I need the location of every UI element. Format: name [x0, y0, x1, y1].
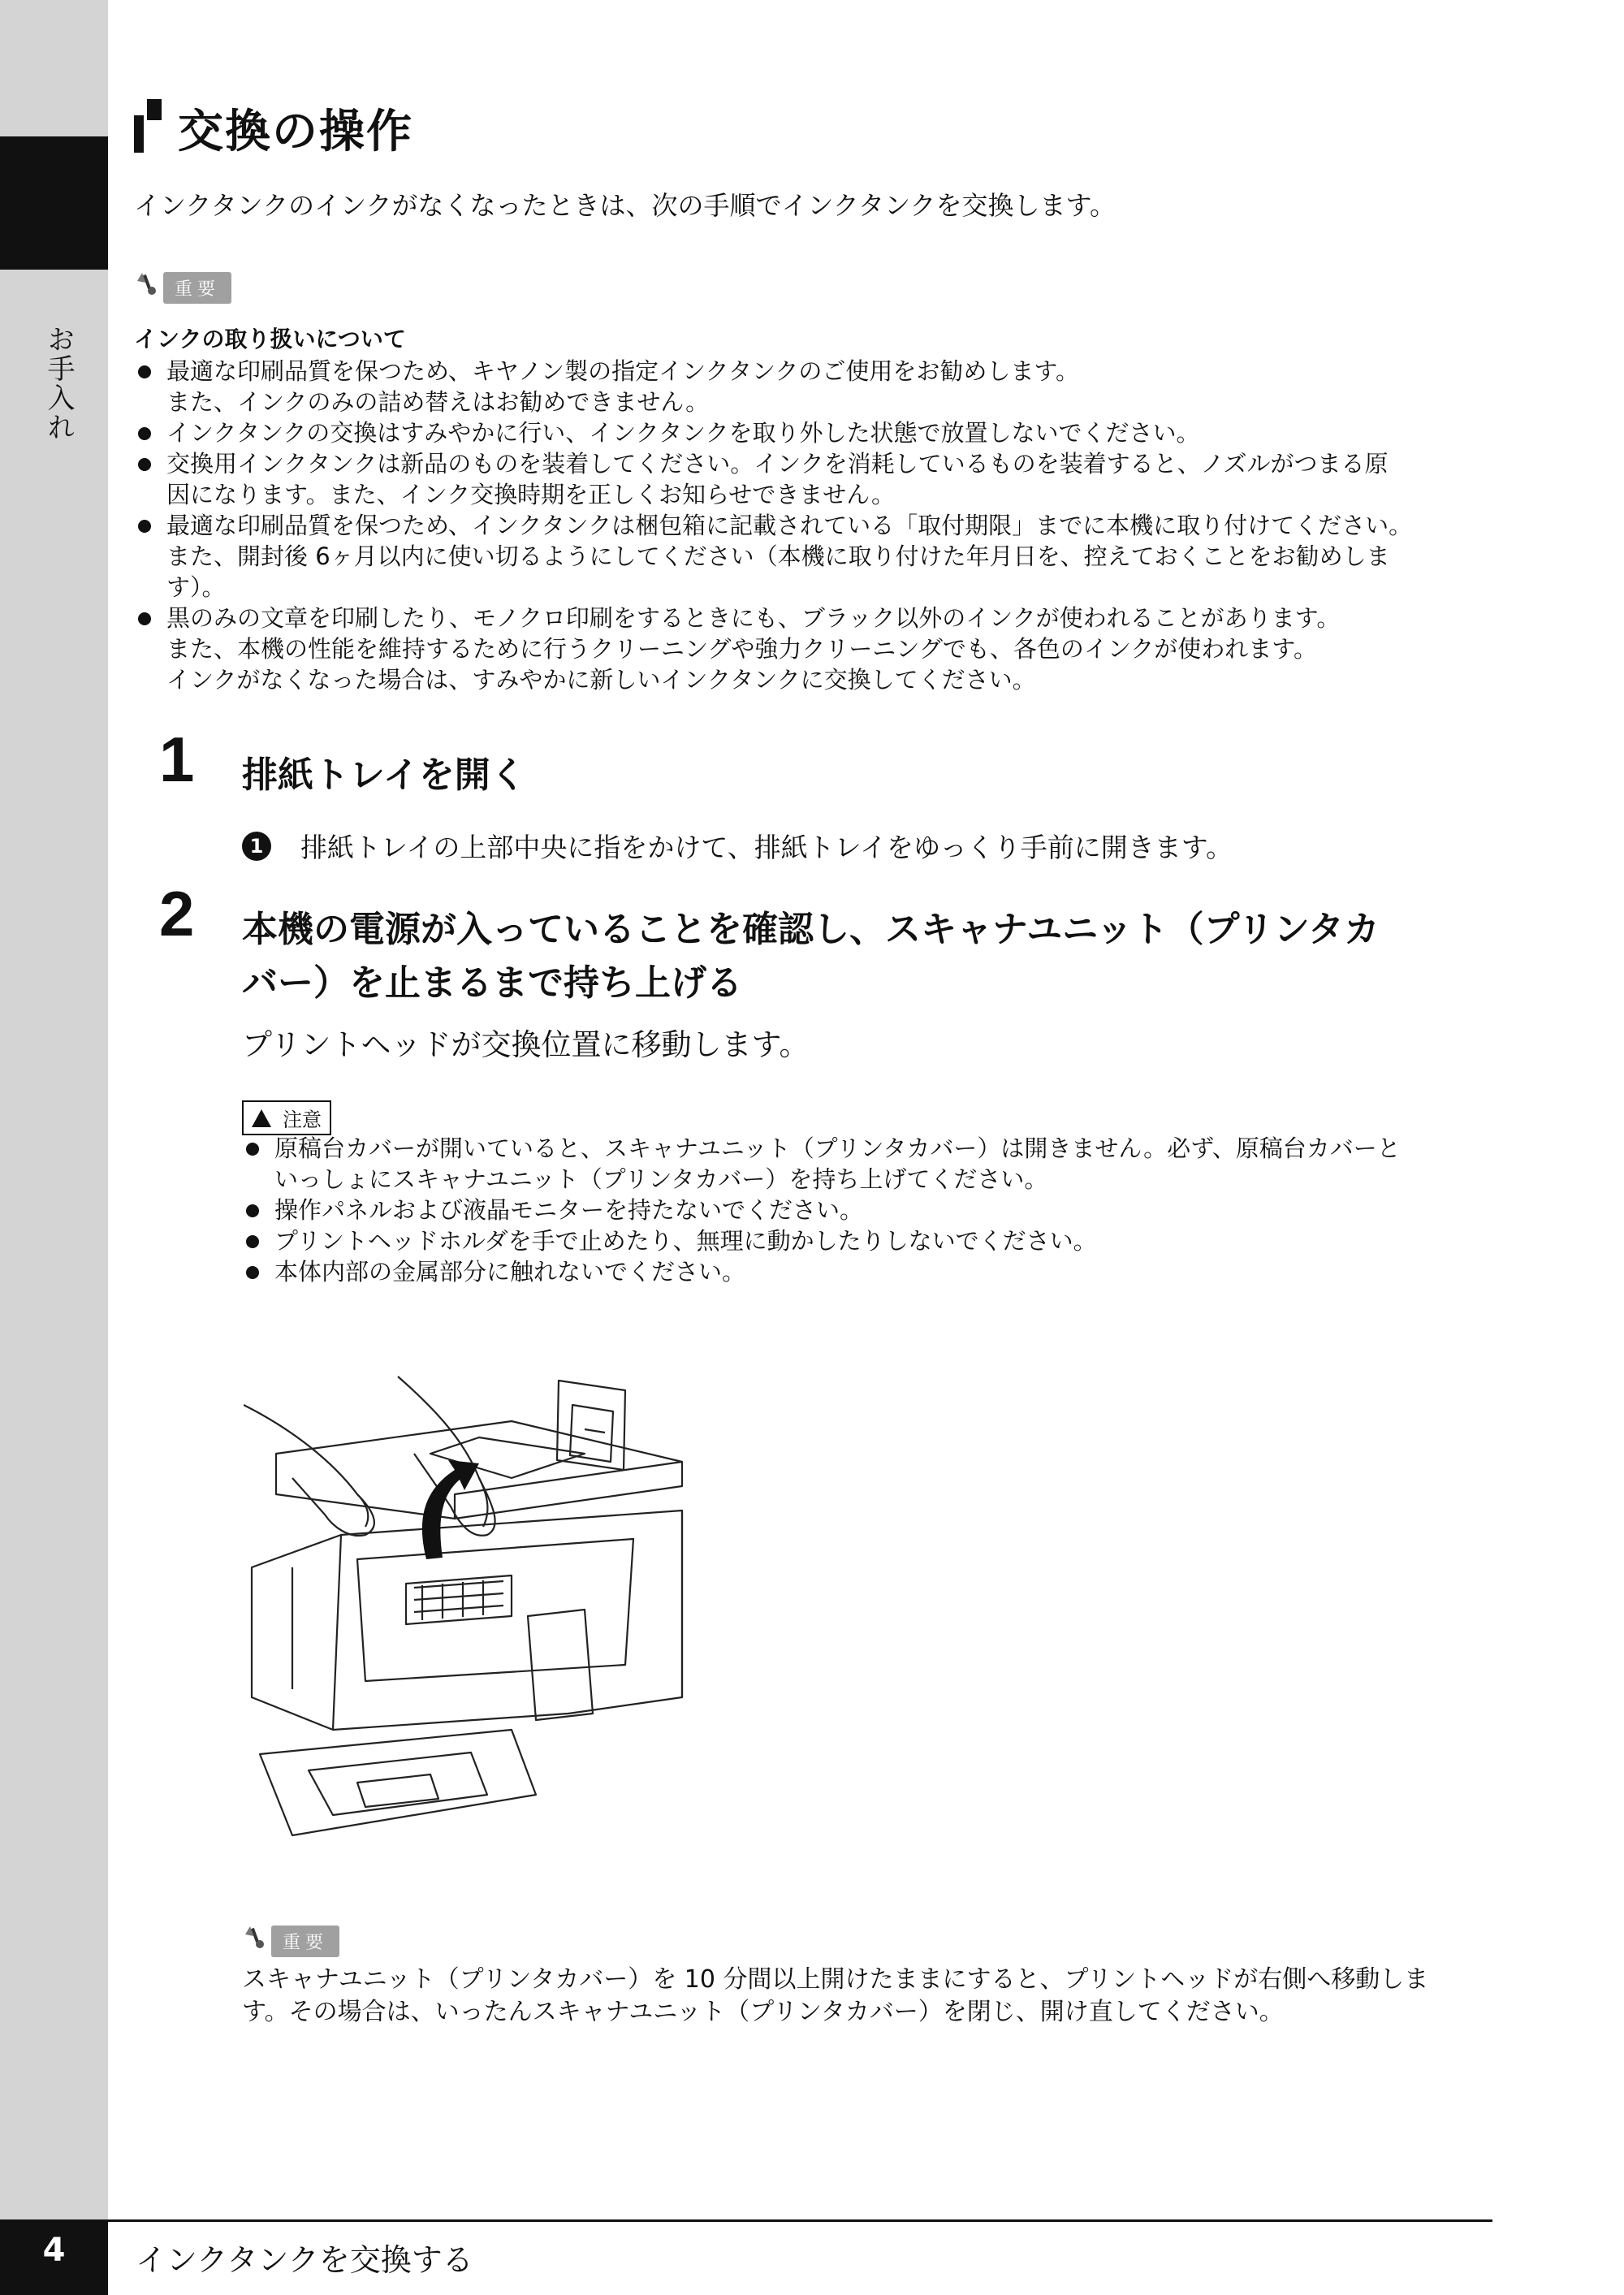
heading-mark-icon	[134, 99, 162, 153]
list-item-line: インクタンクの交換はすみやかに行い、インクタンクを取り外した状態で放置しないでください。	[166, 419, 1200, 447]
caution-list	[242, 1133, 1509, 1287]
important-label: 重要	[271, 1925, 339, 1957]
bullet-dot-icon	[246, 1235, 259, 1248]
step-1-substep	[242, 827, 1233, 865]
bullet-dot-icon	[138, 365, 151, 378]
page-number: 4	[42, 2232, 66, 2269]
ink-handling-list	[134, 356, 1514, 695]
list-item-line: プリントヘッドホルダを手で止めたり、無理に動かしたりしないでください。	[274, 1227, 1097, 1255]
step-2-title-line: 本機の電源が入っていることを確認し、スキャナユニット（プリンタカ	[242, 909, 1380, 950]
list-item-line: 最適な印刷品質を保つため、キヤノン製の指定インクタンクのご使用をお勧めします。	[166, 357, 1080, 385]
list-item-line: 本体内部の金属部分に触れないでください。	[274, 1258, 746, 1286]
page-title: 交換の操作	[178, 106, 413, 158]
list-item-line: 操作パネルおよび液晶モニターを持たないでください。	[274, 1196, 864, 1224]
list-item	[242, 1195, 1509, 1225]
list-item-line: また、開封後 6ヶ月以内に使い切るようにしてください（本機に取り付けた年月日を、控えておくことをお勧めしま	[166, 542, 1390, 570]
list-item-line: 因になります。また、インク交換時期を正しくお知らせできません。	[166, 481, 895, 508]
step-2-description: プリントヘッドが交換位置に移動します。	[242, 1027, 810, 1062]
caution-label: 注意	[283, 1109, 322, 1131]
printer-open-illustration	[244, 1372, 763, 1860]
important-pin-icon	[242, 1923, 274, 1959]
list-item-line: また、本機の性能を維持するために行うクリーニングや強力クリーニングでも、各色のインクが使われます。	[166, 635, 1317, 663]
important-label: 重要	[163, 272, 231, 304]
caution-badge	[242, 1100, 331, 1135]
step-1-substep-text: 排紙トレイの上部中央に指をかけて、排紙トレイをゆっくり手前に開きます。	[300, 832, 1233, 863]
step-1-title	[242, 749, 1509, 802]
list-item-line: いっしょにスキャナユニット（プリンタカバー）を持ち上げてください。	[274, 1165, 1048, 1193]
note-line: スキャナユニット（プリンタカバー）を 10 分間以上開けたままにすると、プリントヘッドが右側へ移動しま	[242, 1965, 1429, 1994]
step-2-title	[242, 903, 1509, 1010]
list-item	[134, 356, 1514, 417]
list-item	[242, 1133, 1509, 1195]
list-item-line: 交換用インクタンクは新品のものを装着してください。インクを消耗しているものを装着すると、ノズルがつまる原	[166, 450, 1389, 478]
important-pin-icon	[134, 270, 166, 305]
list-item	[134, 510, 1514, 603]
list-item-line: また、インクのみの詰め替えはお勧めできません。	[166, 388, 710, 416]
list-item-line: 最適な印刷品質を保つため、インクタンクは梱包箱に記載されている「取付期限」までに本機に取り付けてください。	[166, 512, 1413, 539]
bullet-dot-icon	[138, 520, 151, 533]
bullet-dot-icon	[246, 1204, 259, 1217]
intro-text: インクタンクのインクがなくなったときは、次の手順でインクタンクを交換します。	[134, 190, 1116, 221]
step-2-number: 2	[159, 878, 195, 949]
important-badge	[134, 270, 231, 305]
ink-handling-heading: インクの取り扱いについて	[134, 326, 406, 352]
list-item-line: 原稿台カバーが開いていると、スキャナユニット（プリンタカバー）は開きません。必ず、原稿台カバーと	[274, 1135, 1401, 1162]
page-heading	[134, 96, 413, 161]
bullet-dot-icon	[138, 427, 151, 440]
important-badge	[242, 1923, 339, 1959]
scanner-open-note	[242, 1964, 1509, 2029]
bullet-dot-icon	[138, 458, 151, 471]
note-line: す。その場合は、いったんスキャナユニット（プリンタカバー）を閉じ、開け直してください。	[242, 1998, 1284, 2026]
step-1-number: 1	[159, 724, 195, 795]
footer-rule	[108, 2219, 1492, 2222]
list-item-line: インクがなくなった場合は、すみやかに新しいインクタンクに交換してください。	[166, 666, 1036, 694]
list-item-line: す）。	[166, 573, 226, 601]
footer-section-title: インクタンクを交換する	[136, 2242, 473, 2278]
warning-triangle-icon	[252, 1109, 271, 1127]
list-item	[134, 448, 1514, 510]
list-item	[242, 1225, 1509, 1256]
list-item	[134, 417, 1514, 448]
sidebar-black-block	[0, 136, 108, 270]
step-1-title-line: 排紙トレイを開く	[242, 754, 526, 796]
list-item-line: 黒のみの文章を印刷したり、モノクロ印刷をするときにも、ブラック以外のインクが使われることがあります。	[166, 604, 1341, 632]
bullet-dot-icon	[138, 612, 151, 625]
sidebar-section-tab: お手入れ	[42, 325, 75, 442]
list-item	[242, 1256, 1509, 1287]
step-2-title-line: バー）を止まるまで持ち上げる	[242, 962, 742, 1004]
list-item	[134, 603, 1514, 695]
bullet-dot-icon	[246, 1143, 259, 1156]
bullet-dot-icon	[246, 1266, 259, 1279]
substep-number-icon: 1	[242, 832, 271, 861]
